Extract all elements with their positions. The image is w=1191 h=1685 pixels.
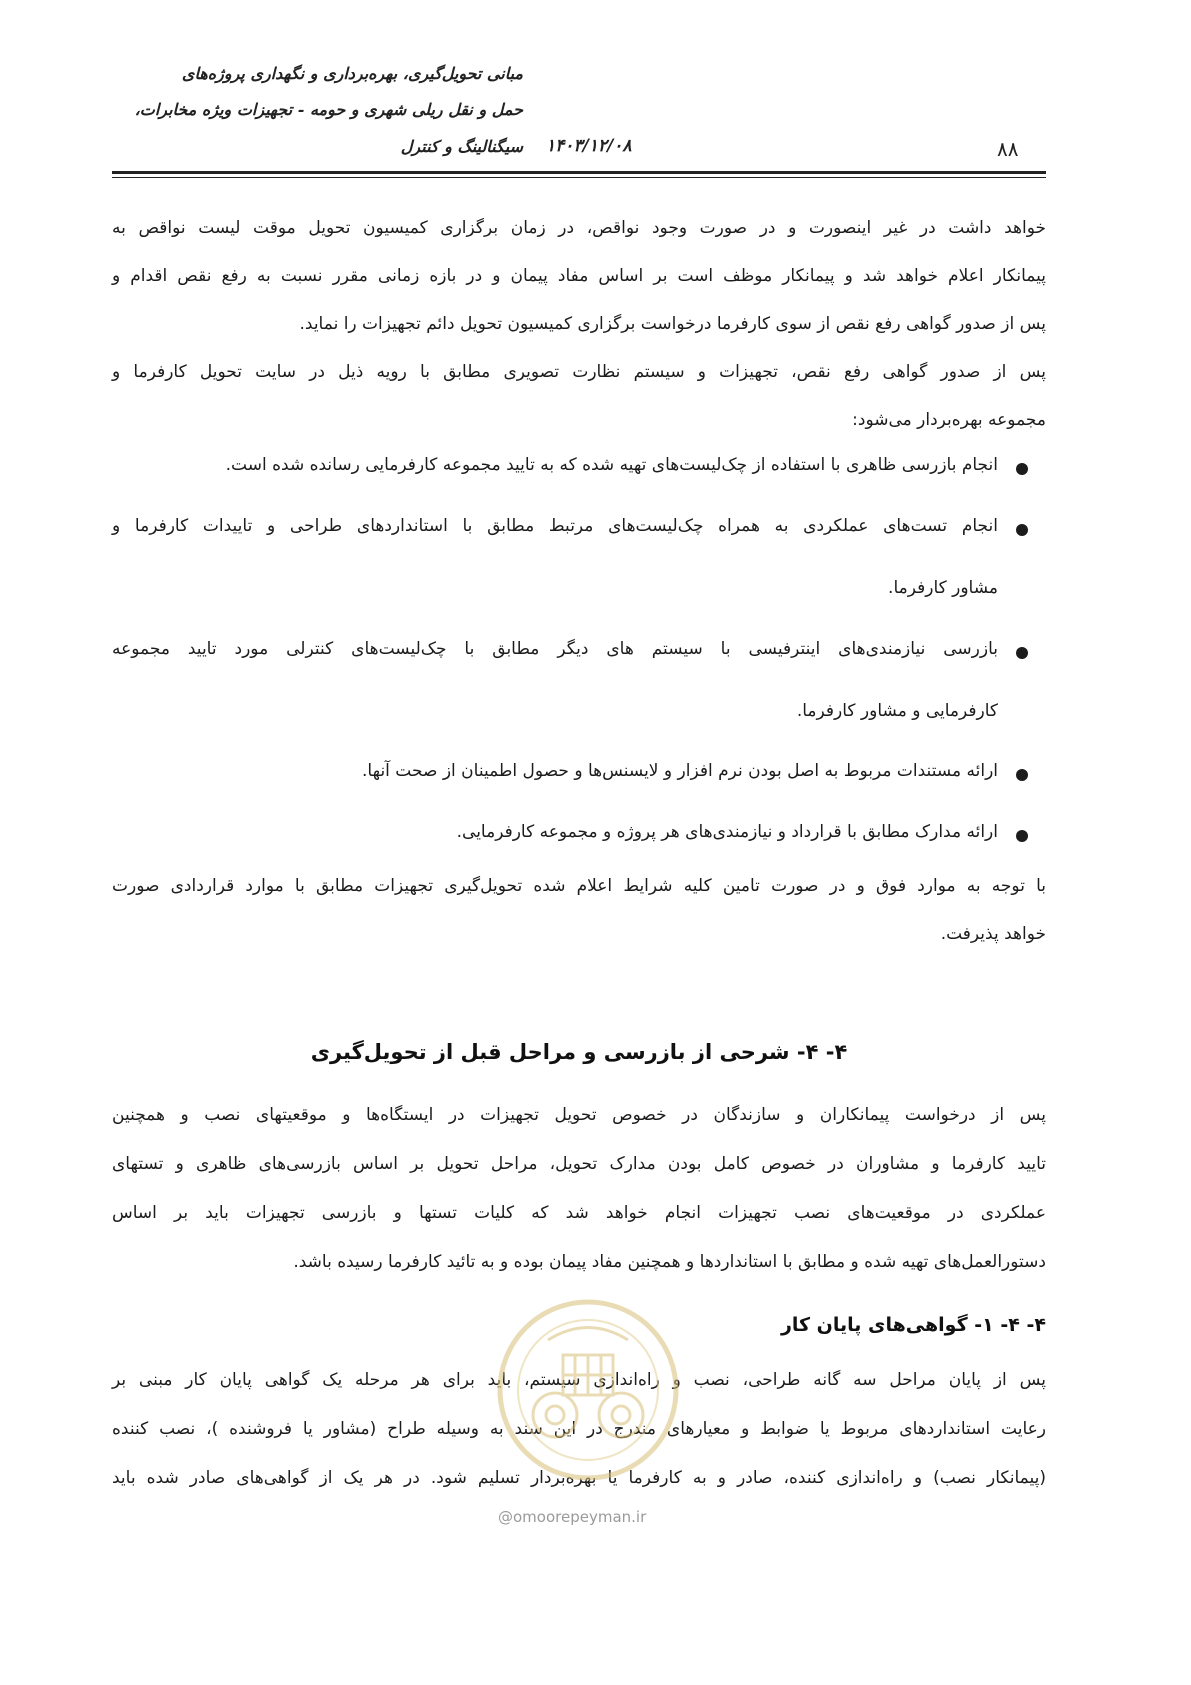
paragraph-line: عملکردی در موقعیت‌های نصب تجهیزات انجام خواهد شد که کلیات تستها و بازرسی تجهیزات باید بر اساس	[112, 1203, 1046, 1223]
header-title-line2: حمل و نقل ریلی شهری و حومه - تجهیزات ویژه مخابرات،	[134, 100, 523, 119]
bullet-item-continuation: مشاور کارفرما.	[888, 578, 998, 598]
bullet-item: بازرسی نیازمندی‌های اینترفیسی با سیستم های دیگر مطابق با چک‌لیست‌های کنترلی مورد تایید مجموعه	[112, 639, 998, 659]
paragraph-line: پس از پایان مراحل سه گانه طراحی، نصب و راه‌اندازی سیستم، باید برای هر مرحله یک گواهی پایان کار مبنی بر	[112, 1370, 1046, 1390]
page-number: ۸۸	[997, 137, 1019, 161]
bullet-dot	[1016, 769, 1028, 781]
paragraph-line: با توجه به موارد فوق و در صورت تامین کلیه شرایط اعلام شده تحویل‌گیری تجهیزات مطابق با موارد قراردادی صورت	[112, 876, 1046, 896]
section-heading: ۴- ۴- شرحی از بازرسی و مراحل قبل از تحویل‌گیری	[310, 1040, 848, 1064]
header-date: ۱۴۰۳/۱۲/۰۸	[546, 136, 632, 156]
header-title-line1: مبانی تحویل‌گیری، بهره‌برداری و نگهداری پروژه‌های	[181, 64, 523, 83]
paragraph-line: پس از صدور گواهی رفع نقص از سوی کارفرما درخواست برگزاری کمیسیون تحویل دائم تجهیزات را نماید.	[299, 314, 1046, 334]
subsection-heading: ۴- ۴- ۱- گواهی‌های پایان کار	[780, 1314, 1046, 1336]
paragraph-line: مجموعه بهره‌بردار می‌شود:	[852, 410, 1046, 430]
header-rule-thick	[112, 171, 1046, 174]
header-title-line3: سیگنالینگ و کنترل	[400, 137, 523, 156]
paragraph-line: تایید کارفرما و مشاوران در خصوص کامل بودن مدارک تحویل، مراحل تحویل بر اساس بازرسی‌های ظاهری و تستهای	[112, 1154, 1046, 1174]
header-rule-thin	[112, 177, 1046, 178]
paragraph-line: پس از درخواست پیمانکاران و سازندگان در خصوص تحویل تجهیزات در ایستگاه‌ها و موقعیتهای نصب و همچنین	[112, 1105, 1046, 1125]
bullet-dot	[1016, 647, 1028, 659]
paragraph-line: خواهد پذیرفت.	[940, 924, 1046, 944]
watermark-seal-icon	[493, 1295, 683, 1485]
paragraph-line: رعایت استانداردهای مربوط یا ضوابط و معیارهای مندرج در این سند به وسیله طراح (مشاور یا فروشنده )، نصب کننده	[112, 1419, 1046, 1439]
bullet-item-continuation: کارفرمایی و مشاور کارفرما.	[796, 701, 998, 721]
watermark-url: @omoorepeyman.ir	[498, 1508, 647, 1526]
bullet-dot	[1016, 830, 1028, 842]
bullet-item: انجام بازرسی ظاهری با استفاده از چک‌لیست‌های تهیه شده که به تایید مجموعه کارفرمایی رسانده شده است.	[225, 455, 998, 475]
paragraph-line: خواهد داشت در غیر اینصورت و در صورت وجود نواقص، در زمان برگزاری کمیسیون تحویل موقت لیست نواقص به	[112, 218, 1046, 238]
bullet-item: ارائه مستندات مربوط به اصل بودن نرم افزار و لایسنس‌ها و حصول اطمینان از صحت آنها.	[362, 761, 998, 781]
paragraph-line: پس از صدور گواهی رفع نقص، تجهیزات و سیستم نظارت تصویری مطابق با رویه ذیل در سایت تحویل کارفرما و	[112, 362, 1046, 382]
paragraph-line: (پیمانکار نصب) و راه‌اندازی کننده، صادر و به کارفرما یا بهره‌بردار تسلیم شود. در هر یک از گواهی‌های صادر شده باید	[112, 1468, 1046, 1488]
bullet-item: انجام تست‌های عملکردی به همراه چک‌لیست‌های مرتبط مطابق با استانداردهای طراحی و تاییدات کارفرما و	[112, 516, 998, 536]
paragraph-line: دستورالعمل‌های تهیه شده و مطابق با استانداردها و همچنین مفاد پیمان بوده و به تائید کارفرما رسیده باشد.	[293, 1252, 1046, 1272]
paragraph-line: پیمانکار اعلام خواهد شد و پیمانکار موظف است بر اساس مفاد پیمان و در بازه زمانی مقرر نسبت به رفع نقص اقدام و	[112, 266, 1046, 286]
bullet-dot	[1016, 463, 1028, 475]
bullet-dot	[1016, 524, 1028, 536]
bullet-item: ارائه مدارک مطابق با قرارداد و نیازمندی‌های هر پروژه و مجموعه کارفرمایی.	[456, 822, 998, 842]
